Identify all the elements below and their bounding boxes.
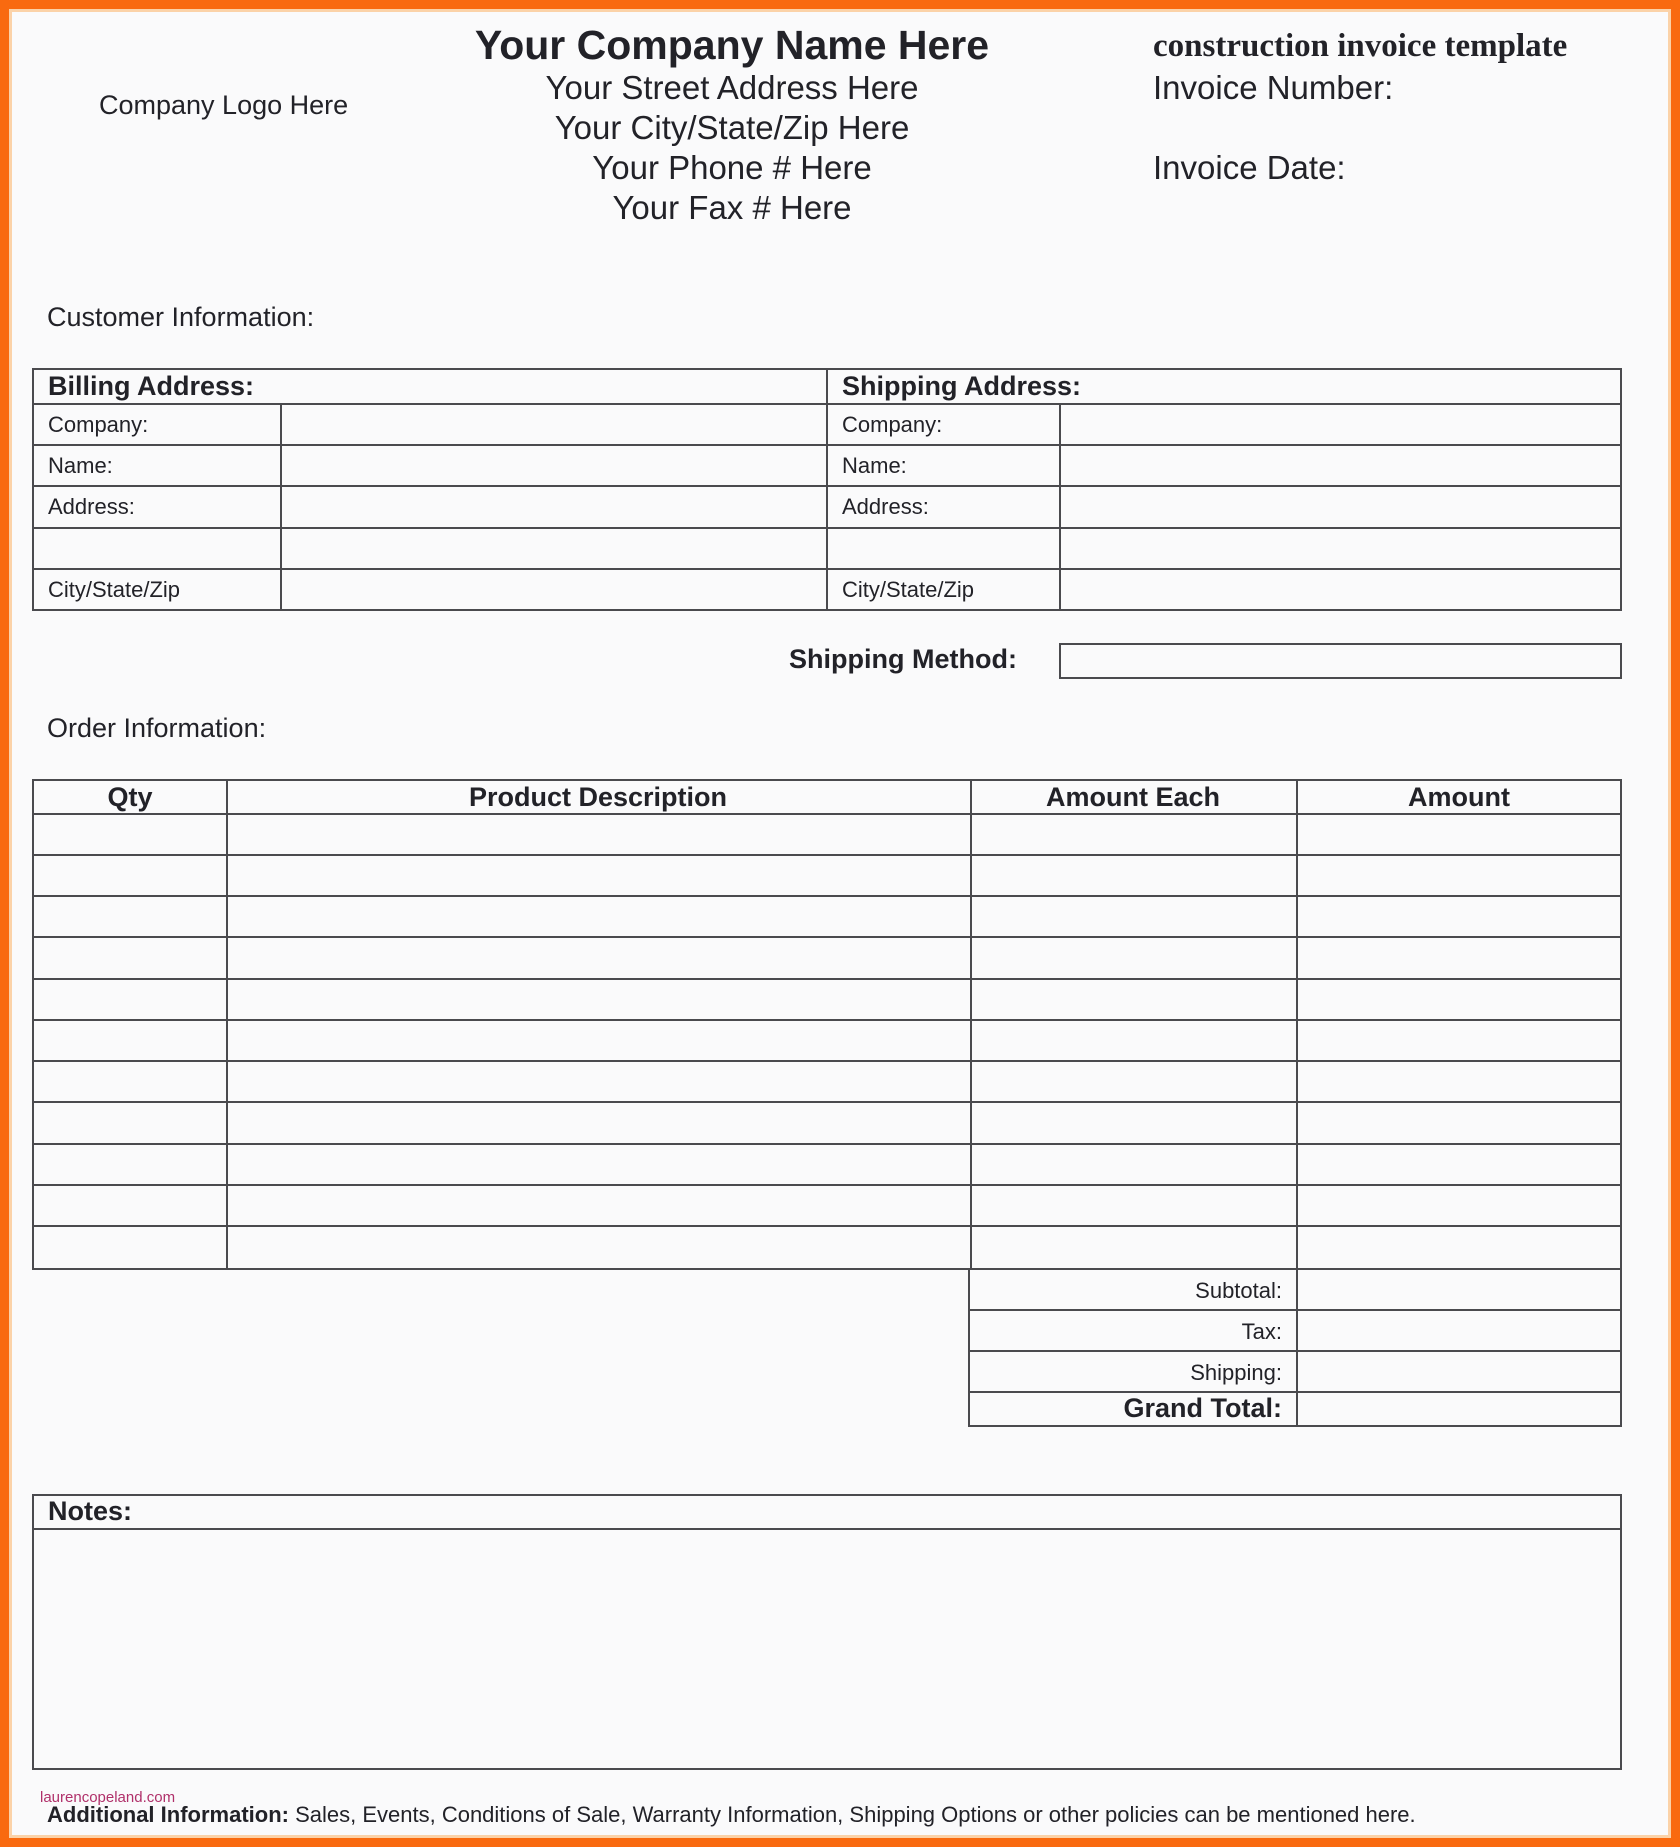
shipping-address-field[interactable] bbox=[1061, 487, 1620, 527]
company-name: Your Company Name Here bbox=[474, 22, 990, 68]
billing-name-field[interactable] bbox=[282, 446, 824, 485]
grand-total-label: Grand Total: bbox=[1123, 1393, 1282, 1423]
shipping-city-state-zip-label: City/State/Zip bbox=[842, 577, 975, 602]
order-row[interactable] bbox=[34, 938, 1620, 978]
company-phone: Your Phone # Here bbox=[592, 149, 872, 186]
totals-table bbox=[968, 1268, 1622, 1427]
order-row[interactable] bbox=[34, 1103, 1620, 1143]
subtotal-label: Subtotal: bbox=[1195, 1278, 1282, 1303]
order-row[interactable] bbox=[34, 1021, 1620, 1060]
order-row[interactable] bbox=[34, 815, 1620, 854]
billing-city-state-zip-field[interactable] bbox=[282, 570, 824, 609]
tax-label: Tax: bbox=[1241, 1319, 1282, 1344]
shipping-company-field[interactable] bbox=[1061, 405, 1620, 444]
billing-name-label: Name: bbox=[48, 453, 113, 478]
shipping-name-field[interactable] bbox=[1061, 446, 1620, 485]
shipping-city-state-zip-field[interactable] bbox=[1061, 570, 1620, 609]
order-row[interactable] bbox=[34, 1145, 1620, 1184]
address-table bbox=[32, 368, 1622, 611]
billing-city-state-zip-label: City/State/Zip bbox=[48, 577, 181, 602]
shipping-cost-field[interactable] bbox=[1298, 1352, 1620, 1391]
shipping-method-label: Shipping Method: bbox=[789, 644, 1017, 674]
document-title: construction invoice template bbox=[1153, 28, 1568, 64]
shipping-cost-label: Shipping: bbox=[1190, 1360, 1282, 1385]
watermark: laurencopeland.com bbox=[40, 1789, 176, 1806]
order-row[interactable] bbox=[34, 980, 1620, 1019]
notes-field[interactable] bbox=[34, 1530, 1620, 1768]
invoice-date-label: Invoice Date: bbox=[1153, 149, 1346, 186]
billing-company-field[interactable] bbox=[282, 405, 824, 444]
subtotal-field[interactable] bbox=[1298, 1270, 1620, 1309]
column-header-amount: Amount bbox=[1408, 782, 1510, 812]
billing-address-title: Billing Address: bbox=[48, 371, 255, 401]
company-city-state-zip: Your City/State/Zip Here bbox=[554, 109, 910, 146]
order-row[interactable] bbox=[34, 1186, 1620, 1225]
billing-address-field[interactable] bbox=[282, 487, 824, 527]
shipping-address-title: Shipping Address: bbox=[842, 371, 1082, 401]
additional-information-label: Additional Information: bbox=[47, 1802, 289, 1827]
company-logo-placeholder: Company Logo Here bbox=[99, 90, 349, 120]
shipping-address-label: Address: bbox=[842, 494, 929, 519]
additional-information bbox=[47, 1802, 1416, 1828]
order-row[interactable] bbox=[34, 897, 1620, 936]
tax-field[interactable] bbox=[1298, 1311, 1620, 1350]
order-table bbox=[32, 779, 1622, 1270]
column-header-qty: Qty bbox=[107, 782, 153, 812]
order-row[interactable] bbox=[34, 856, 1620, 895]
billing-address2-field[interactable] bbox=[282, 529, 824, 568]
order-info-heading: Order Information: bbox=[47, 713, 267, 743]
company-fax: Your Fax # Here bbox=[612, 189, 852, 226]
invoice-number-label: Invoice Number: bbox=[1153, 69, 1394, 106]
notes-title: Notes: bbox=[48, 1496, 133, 1526]
order-row[interactable] bbox=[34, 1062, 1620, 1101]
shipping-address2-field[interactable] bbox=[1061, 529, 1620, 568]
shipping-company-label: Company: bbox=[842, 412, 943, 437]
column-header-amount-each: Amount Each bbox=[1045, 782, 1220, 812]
shipping-name-label: Name: bbox=[842, 453, 907, 478]
billing-company-label: Company: bbox=[48, 412, 149, 437]
column-header-product-description: Product Description bbox=[468, 782, 728, 812]
grand-total-field[interactable] bbox=[1298, 1393, 1620, 1425]
shipping-method-field[interactable] bbox=[1059, 643, 1622, 679]
additional-information-text: Sales, Events, Conditions of Sale, Warranty Information, Shipping Options or other policies can be mentioned here. bbox=[288, 1802, 1416, 1827]
order-row[interactable] bbox=[34, 1227, 1620, 1268]
company-street: Your Street Address Here bbox=[545, 69, 919, 106]
billing-address-label: Address: bbox=[48, 494, 135, 519]
customer-info-heading: Customer Information: bbox=[47, 302, 315, 332]
notes-box bbox=[32, 1494, 1622, 1770]
